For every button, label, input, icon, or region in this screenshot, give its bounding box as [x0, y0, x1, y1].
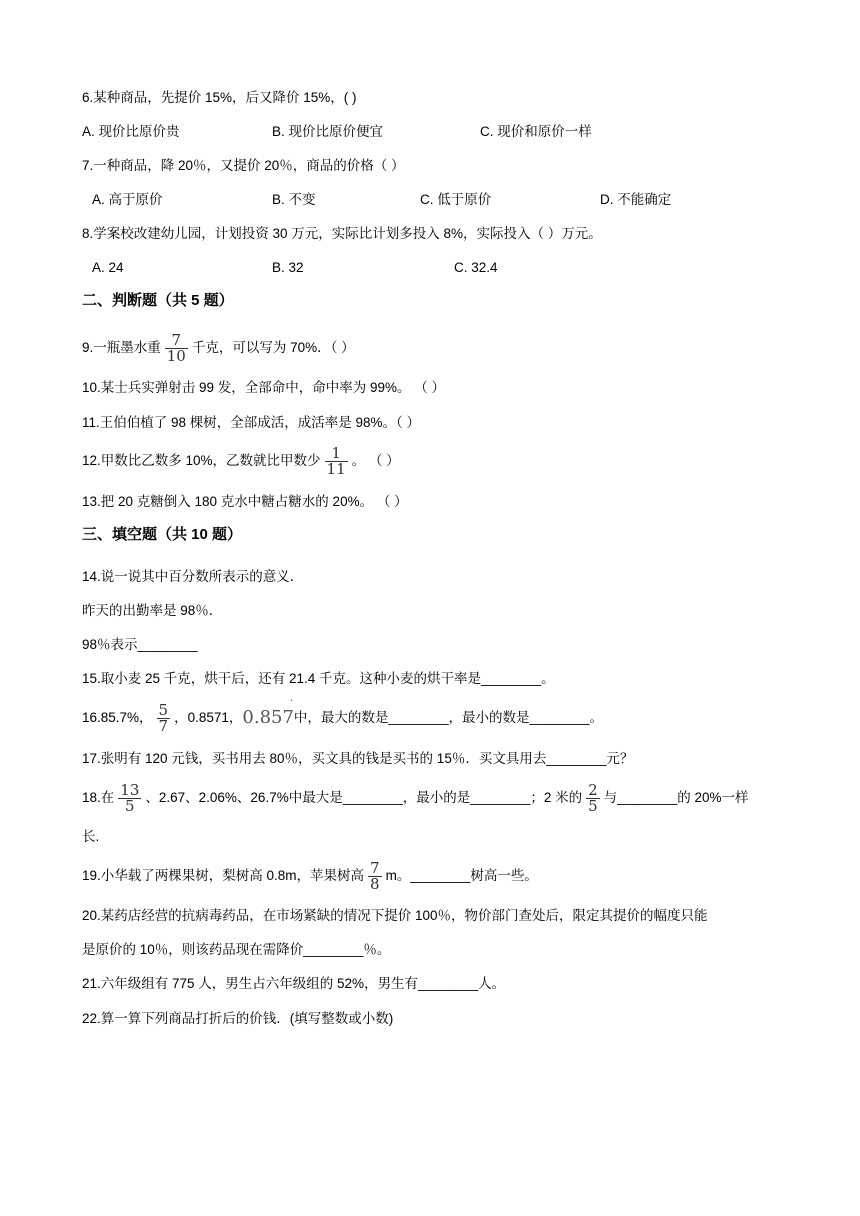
- q7-option-a[interactable]: A. 高于原价: [92, 192, 163, 207]
- q16-frac-den: 7: [158, 716, 169, 735]
- q18-mid: 、2.67、2.06%、26.7%中最大是________，最小的是________；2 米的: [145, 790, 583, 805]
- q12-fraction: [325, 443, 348, 478]
- q9-frac-num: 7: [171, 330, 182, 349]
- q7-option-b[interactable]: B. 不变: [272, 192, 316, 207]
- q13-text: 13.把 20 克糖倒入 180 克水中糖占糖水的 20%。 （ ）: [82, 494, 408, 509]
- q18-line1: [82, 780, 749, 816]
- q16-rep-value: 0.857: [242, 707, 294, 729]
- q22-text: 22.算一算下列商品打折后的价钱．(填写整数或小数): [82, 1011, 394, 1026]
- q18-fraction-2: [586, 780, 600, 815]
- q12-frac-num: 1: [331, 443, 341, 462]
- q6-option-c[interactable]: C. 现价和原价一样: [480, 124, 592, 139]
- repeat-dot-icon: ·: [289, 696, 293, 708]
- q12-post: 。 （ ）: [351, 453, 400, 468]
- q16-fraction: [157, 700, 171, 735]
- q10-text: 10.某士兵实弹射击 99 发，全部命中，命中率为 99%。 （ ）: [82, 380, 446, 395]
- q18-frac2-den: 5: [588, 796, 598, 815]
- q9-pre: 9.一瓶墨水重: [82, 340, 161, 355]
- q7-option-d[interactable]: D. 不能确定: [600, 192, 672, 207]
- q12-frac-den: 11: [326, 459, 346, 478]
- q19-pre: 19.小华载了两棵果树，梨树高 0.8m，苹果树高: [82, 868, 365, 883]
- section-3-heading: 三、填空题（共 10 题）: [82, 526, 243, 543]
- q14-line3: 98％表示________: [82, 637, 198, 652]
- q20-line1: 20.某药店经营的抗病毒药品，在市场紧缺的情况下提价 100％，物价部门查处后，限定其提价的幅度只能: [82, 908, 708, 923]
- q18-frac1-num: 13: [120, 780, 140, 799]
- q18-fraction-1: [118, 780, 141, 815]
- q8-option-c[interactable]: C. 32.4: [454, 260, 498, 275]
- q19-line: [82, 858, 538, 894]
- q9-frac-den: 10: [166, 346, 186, 365]
- q9-line: [82, 331, 355, 365]
- q14-line2: 昨天的出勤率是 98％．: [82, 603, 223, 618]
- q19-frac-num: 7: [370, 858, 380, 877]
- q14-line1: 14.说一说其中百分数所表示的意义．: [82, 569, 304, 584]
- q16-repeating-decimal: [242, 696, 294, 736]
- q9-fraction: [165, 330, 188, 365]
- q18-pre: 18.在: [82, 790, 115, 805]
- q8-option-a[interactable]: A. 24: [92, 260, 124, 275]
- q18-post: 与________的 20%一样: [603, 790, 749, 805]
- q7-option-c[interactable]: C. 低于原价: [420, 192, 492, 207]
- q16-mid: ，0.8571，: [174, 710, 243, 725]
- q8-text: 8.学案校改建幼儿园，计划投资 30 万元，实际比计划多投入 8%，实际投入（ ）万元。: [82, 226, 602, 241]
- q16-pre: 16.85.7%，: [82, 710, 153, 725]
- q6-option-b[interactable]: B. 现价比原价便宜: [272, 124, 384, 139]
- q8-option-b[interactable]: B. 32: [272, 260, 304, 275]
- q16-post: 中，最大的数是________，最小的数是________。: [293, 710, 604, 725]
- q12-pre: 12.甲数比乙数多 10%，乙数就比甲数少: [82, 453, 321, 468]
- q9-post: 千克，可以写为 70%．（ ）: [191, 340, 355, 355]
- q19-post: m。________树高一些。: [385, 868, 538, 883]
- q7-text: 7.一种商品，降 20％，又提价 20％，商品的价格（ ）: [82, 158, 405, 173]
- q18-frac1-den: 5: [125, 796, 135, 815]
- q12-line: [82, 444, 400, 478]
- q6-option-a[interactable]: A. 现价比原价贵: [82, 124, 180, 139]
- q21-text: 21.六年级组有 775 人，男生占六年级组的 52%，男生有________人。: [82, 976, 506, 991]
- section-2-heading: 二、判断题（共 5 题）: [82, 292, 234, 309]
- q19-fraction: [368, 858, 382, 893]
- q18-frac2-num: 2: [588, 780, 598, 799]
- q19-frac-den: 8: [370, 874, 380, 893]
- q6-text: 6.某种商品，先提价 15%，后又降价 15%，( ): [82, 90, 357, 105]
- q16-line: [82, 696, 604, 736]
- q11-text: 11.王伯伯植了 98 棵树，全部成活，成活率是 98%。（ ）: [82, 415, 421, 430]
- q15-text: 15.取小麦 25 千克，烘干后，还有 21.4 千克。这种小麦的烘干率是________。: [82, 671, 555, 686]
- q18-line2: 长.: [82, 829, 100, 844]
- q20-line2: 是原价的 10％，则该药品现在需降价________％。: [82, 942, 391, 957]
- q16-frac-num: 5: [158, 700, 169, 719]
- q17-text: 17.张明有 120 元钱，买书用去 80％，买文具的钱是买书的 15％．买文具用去________元？: [82, 751, 634, 766]
